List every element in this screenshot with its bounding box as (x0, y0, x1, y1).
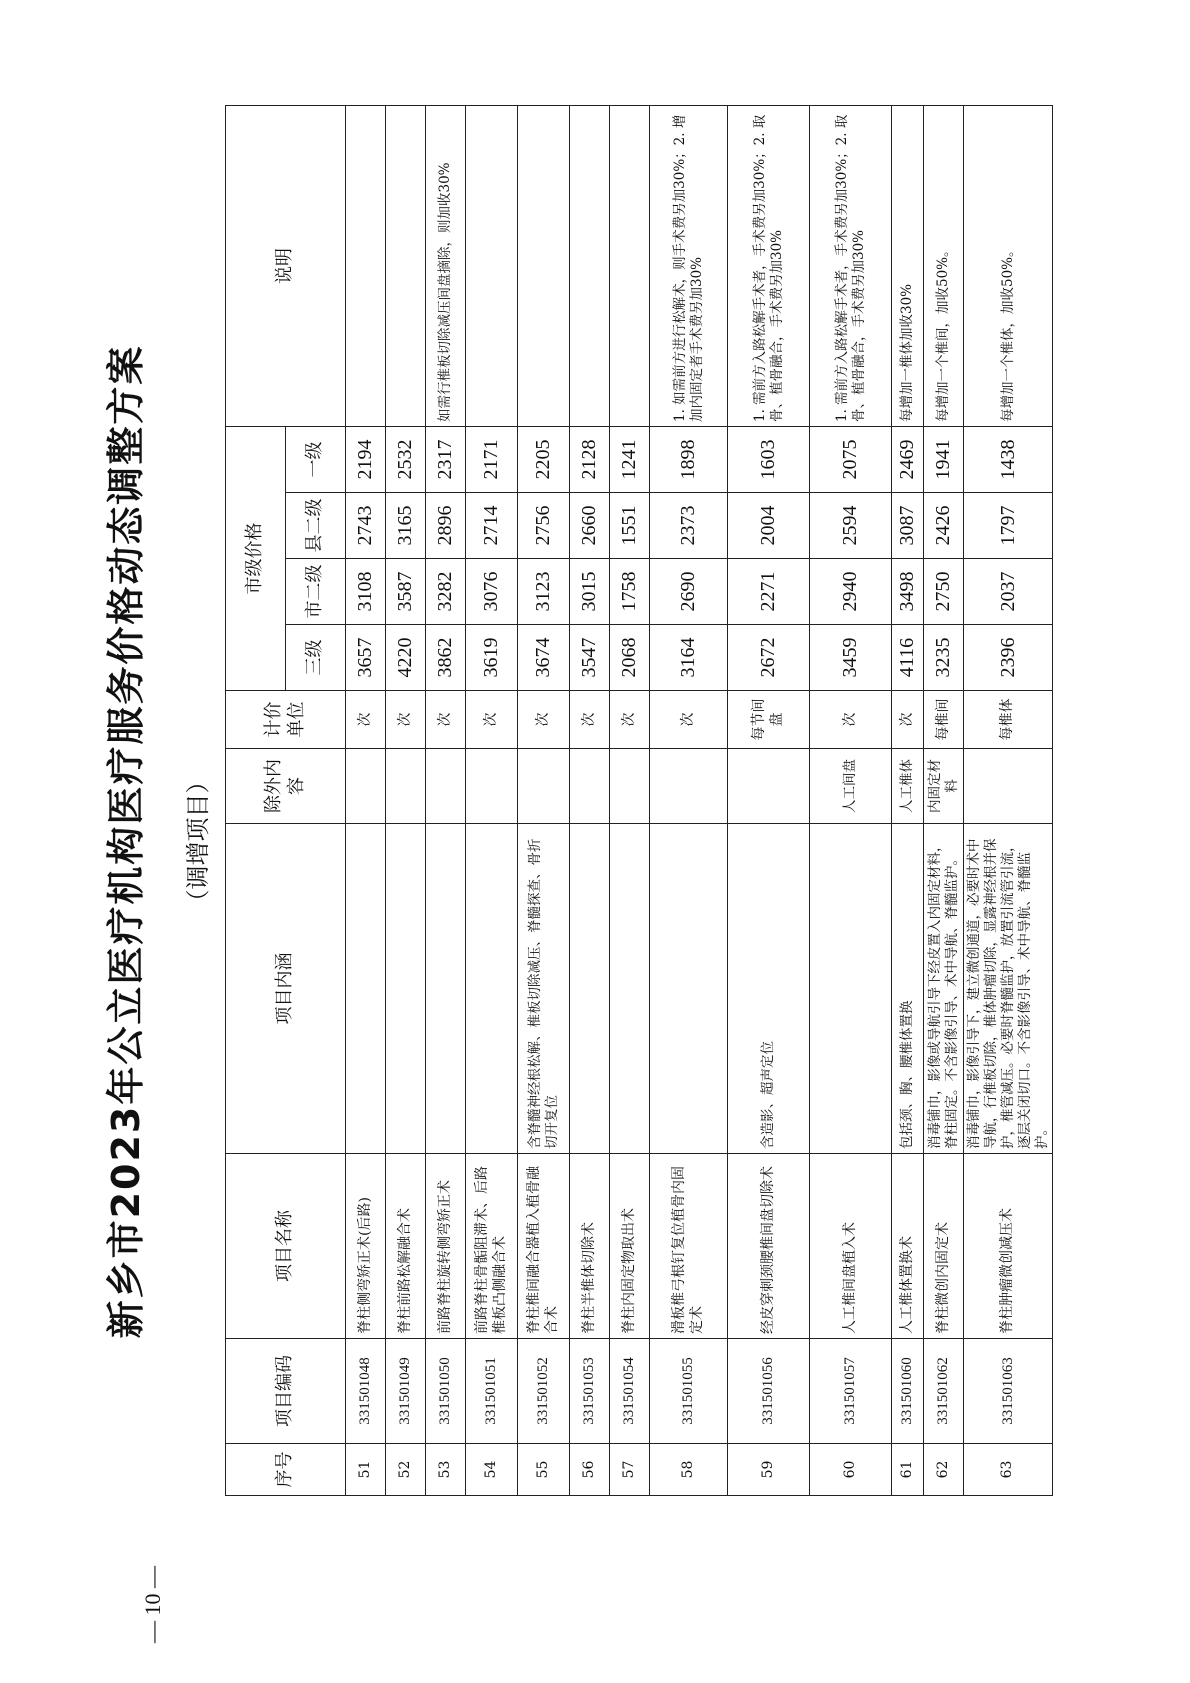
header-grade1: 一级 (286, 427, 346, 493)
row-unit: 每椎间 (924, 691, 964, 749)
row-code: 331501048 (346, 1339, 386, 1444)
row-price-grade1: 2075 (810, 427, 892, 493)
row-price-county2: 1551 (610, 493, 650, 559)
row-price-city2: 2690 (650, 559, 728, 625)
row-price-grade1: 2205 (518, 427, 570, 493)
row-excluded: 人工椎体 (892, 749, 924, 824)
row-note (570, 106, 610, 427)
header-note: 说明 (226, 106, 346, 427)
row-code: 331501063 (964, 1339, 1053, 1444)
row-price-grade1: 2194 (346, 427, 386, 493)
row-price-county2: 2660 (570, 493, 610, 559)
document-title: 新乡市2023年公立医疗机构医疗服务价格动态调整方案 (104, 344, 148, 1339)
row-price-city2: 3498 (892, 559, 924, 625)
row-price-city2: 3076 (466, 559, 518, 625)
row-seq: 59 (728, 1444, 810, 1496)
row-price-grade1: 1941 (924, 427, 964, 493)
row-price-grade1: 1898 (650, 427, 728, 493)
header-grade3: 三级 (286, 625, 346, 691)
row-price-county2: 1797 (964, 493, 1053, 559)
row-code: 331501053 (570, 1339, 610, 1444)
row-note: 每增加一个椎间，加收50%。 (924, 106, 964, 427)
row-seq: 58 (650, 1444, 728, 1496)
table-body (346, 106, 1053, 1496)
row-seq: 53 (426, 1444, 466, 1496)
row-seq: 63 (964, 1444, 1053, 1496)
row-price-grade3: 3619 (466, 625, 518, 691)
row-price-grade3: 2672 (728, 625, 810, 691)
row-price-grade1: 2171 (466, 427, 518, 493)
row-price-city2: 2271 (728, 559, 810, 625)
row-code: 331501054 (610, 1339, 650, 1444)
row-price-city2: 2750 (924, 559, 964, 625)
row-excluded (964, 749, 1053, 824)
row-name: 脊柱微创内固定术 (924, 1154, 964, 1339)
row-excluded (570, 749, 610, 824)
row-price-county2: 2743 (346, 493, 386, 559)
row-price-grade3: 3459 (810, 625, 892, 691)
row-seq: 60 (810, 1444, 892, 1496)
row-price-county2: 3165 (386, 493, 426, 559)
row-seq: 55 (518, 1444, 570, 1496)
row-price-grade3: 3674 (518, 625, 570, 691)
row-unit: 每椎体 (964, 691, 1053, 749)
row-price-grade1: 2532 (386, 427, 426, 493)
row-seq: 54 (466, 1444, 518, 1496)
row-content (346, 824, 386, 1154)
row-note (518, 106, 570, 427)
row-price-county2: 2896 (426, 493, 466, 559)
row-name: 脊柱侧弯矫正术(后路) (346, 1154, 386, 1339)
table-row (810, 106, 892, 1496)
row-price-city2: 3015 (570, 559, 610, 625)
row-price-county2: 2426 (924, 493, 964, 559)
header-county2: 县二级 (286, 493, 346, 559)
row-excluded (346, 749, 386, 824)
row-excluded (466, 749, 518, 824)
row-note (610, 106, 650, 427)
row-unit: 次 (650, 691, 728, 749)
row-price-grade3: 4220 (386, 625, 426, 691)
row-price-grade1: 2317 (426, 427, 466, 493)
row-excluded (650, 749, 728, 824)
document-subtitle: （调增项目） (184, 769, 212, 914)
row-content (610, 824, 650, 1154)
row-content (650, 824, 728, 1154)
table-row (610, 106, 650, 1496)
row-price-county2: 2594 (810, 493, 892, 559)
row-excluded (426, 749, 466, 824)
table-row (964, 106, 1053, 1496)
row-excluded: 内固定材料 (924, 749, 964, 824)
row-seq: 62 (924, 1444, 964, 1496)
row-excluded (386, 749, 426, 824)
row-code: 331501056 (728, 1339, 810, 1444)
row-price-city2: 1758 (610, 559, 650, 625)
table-row (426, 106, 466, 1496)
row-note: 如需行椎板切除减压间盘摘除，则加收30% (426, 106, 466, 427)
row-price-city2: 2037 (964, 559, 1053, 625)
row-price-grade3: 3164 (650, 625, 728, 691)
row-unit: 次 (810, 691, 892, 749)
row-seq: 61 (892, 1444, 924, 1496)
row-note (386, 106, 426, 427)
row-name: 经皮穿刺颈腰椎间盘切除术 (728, 1154, 810, 1339)
table-row (466, 106, 518, 1496)
row-seq: 52 (386, 1444, 426, 1496)
row-price-grade1: 1438 (964, 427, 1053, 493)
row-price-grade3: 3235 (924, 625, 964, 691)
row-code: 331501062 (924, 1339, 964, 1444)
row-price-grade1: 1603 (728, 427, 810, 493)
row-code: 331501055 (650, 1339, 728, 1444)
row-unit: 次 (346, 691, 386, 749)
row-price-grade1: 2128 (570, 427, 610, 493)
header-seq: 序号 (226, 1444, 346, 1496)
header-code: 项目编码 (226, 1339, 346, 1444)
row-price-city2: 3123 (518, 559, 570, 625)
row-seq: 51 (346, 1444, 386, 1496)
table-row (518, 106, 570, 1496)
table-row (386, 106, 426, 1496)
row-excluded: 人工间盘 (810, 749, 892, 824)
row-price-grade3: 4116 (892, 625, 924, 691)
row-seq: 57 (610, 1444, 650, 1496)
row-note (346, 106, 386, 427)
price-table (225, 105, 1053, 1496)
row-unit: 次 (610, 691, 650, 749)
header-excluded: 除外内容 (226, 749, 346, 824)
row-note: 1. 如需前方进行松解术，则手术费另加30%；2. 增加内固定者手术费另加30% (650, 106, 728, 427)
row-price-grade1: 1241 (610, 427, 650, 493)
row-price-city2: 2940 (810, 559, 892, 625)
row-content (570, 824, 610, 1154)
row-content: 消毒铺巾，影像引导下，建立微创通道，必要时术中导航，行椎板切除，椎体肿瘤切除，显露神经根并保护，椎管减压。必要时脊髓监护，放置引流管引流，逐层关闭切口。不含影像引导、术中导航、脊髓监护。 (964, 824, 1053, 1154)
row-excluded (518, 749, 570, 824)
table-row (570, 106, 610, 1496)
row-excluded (610, 749, 650, 824)
row-price-city2: 3587 (386, 559, 426, 625)
row-name: 人工椎间盘植入术 (810, 1154, 892, 1339)
row-content (810, 824, 892, 1154)
row-price-grade3: 3547 (570, 625, 610, 691)
table-row (728, 106, 810, 1496)
row-seq: 56 (570, 1444, 610, 1496)
row-price-grade3: 2068 (610, 625, 650, 691)
row-unit: 次 (518, 691, 570, 749)
table-row (924, 106, 964, 1496)
row-note (466, 106, 518, 427)
header-name: 项目名称 (226, 1154, 346, 1339)
row-code: 331501050 (426, 1339, 466, 1444)
row-name: 前路脊柱旋转侧弯矫正术 (426, 1154, 466, 1339)
row-name: 脊柱椎间融合器植入植骨融合术 (518, 1154, 570, 1339)
row-price-county2: 3087 (892, 493, 924, 559)
header-price-group: 市级价格 (226, 427, 286, 691)
row-name: 前路脊柱骨骺阻滞术、后路椎板凸侧融合术 (466, 1154, 518, 1339)
row-unit: 次 (386, 691, 426, 749)
row-content (426, 824, 466, 1154)
row-content (386, 824, 426, 1154)
header-unit: 计价单位 (226, 691, 346, 749)
row-name: 脊柱半椎体切除术 (570, 1154, 610, 1339)
row-name: 脊柱前路松解融合术 (386, 1154, 426, 1339)
table-row (346, 106, 386, 1496)
row-content: 含造影、超声定位 (728, 824, 810, 1154)
row-price-grade3: 3657 (346, 625, 386, 691)
table-row (650, 106, 728, 1496)
row-price-county2: 2004 (728, 493, 810, 559)
row-price-county2: 2714 (466, 493, 518, 559)
row-content: 含脊髓神经根松解、椎板切除减压、脊髓探查、骨折切开复位 (518, 824, 570, 1154)
row-unit: 次 (570, 691, 610, 749)
row-name: 脊柱肿瘤微创减压术 (964, 1154, 1053, 1339)
table-row (892, 106, 924, 1496)
page-number: — 10 — (140, 1566, 165, 1643)
row-note: 1. 需前方入路松解手术者，手术费另加30%；2. 取骨、植骨融合，手术费另加30% (728, 106, 810, 427)
row-excluded (728, 749, 810, 824)
row-note: 1. 需前方入路松解手术者，手术费另加30%；2. 取骨、植骨融合，手术费另加30% (810, 106, 892, 427)
row-price-grade3: 2396 (964, 625, 1053, 691)
row-price-county2: 2756 (518, 493, 570, 559)
row-unit: 每节间盘 (728, 691, 810, 749)
row-price-grade3: 3862 (426, 625, 466, 691)
row-code: 331501051 (466, 1339, 518, 1444)
row-unit: 次 (466, 691, 518, 749)
row-code: 331501049 (386, 1339, 426, 1444)
row-name: 滑板椎弓根钉复位植骨内固定术 (650, 1154, 728, 1339)
row-content (466, 824, 518, 1154)
row-price-grade1: 2469 (892, 427, 924, 493)
row-content: 包括颈、胸、腰椎体置换 (892, 824, 924, 1154)
row-note: 每增加一椎体加收30% (892, 106, 924, 427)
row-code: 331501060 (892, 1339, 924, 1444)
row-code: 331501052 (518, 1339, 570, 1444)
row-name: 脊柱内固定物取出术 (610, 1154, 650, 1339)
row-name: 人工椎体置换术 (892, 1154, 924, 1339)
row-unit: 次 (426, 691, 466, 749)
row-price-city2: 3108 (346, 559, 386, 625)
header-city2: 市二级 (286, 559, 346, 625)
row-code: 331501057 (810, 1339, 892, 1444)
row-note: 每增加一个椎体，加收50%。 (964, 106, 1053, 427)
header-content: 项目内涵 (226, 824, 346, 1154)
row-price-city2: 3282 (426, 559, 466, 625)
row-unit: 次 (892, 691, 924, 749)
row-price-county2: 2373 (650, 493, 728, 559)
row-content: 消毒铺巾，影像或导航引导下经皮置入内固定材料，脊柱固定。不含影像引导、术中导航、脊髓监护。 (924, 824, 964, 1154)
